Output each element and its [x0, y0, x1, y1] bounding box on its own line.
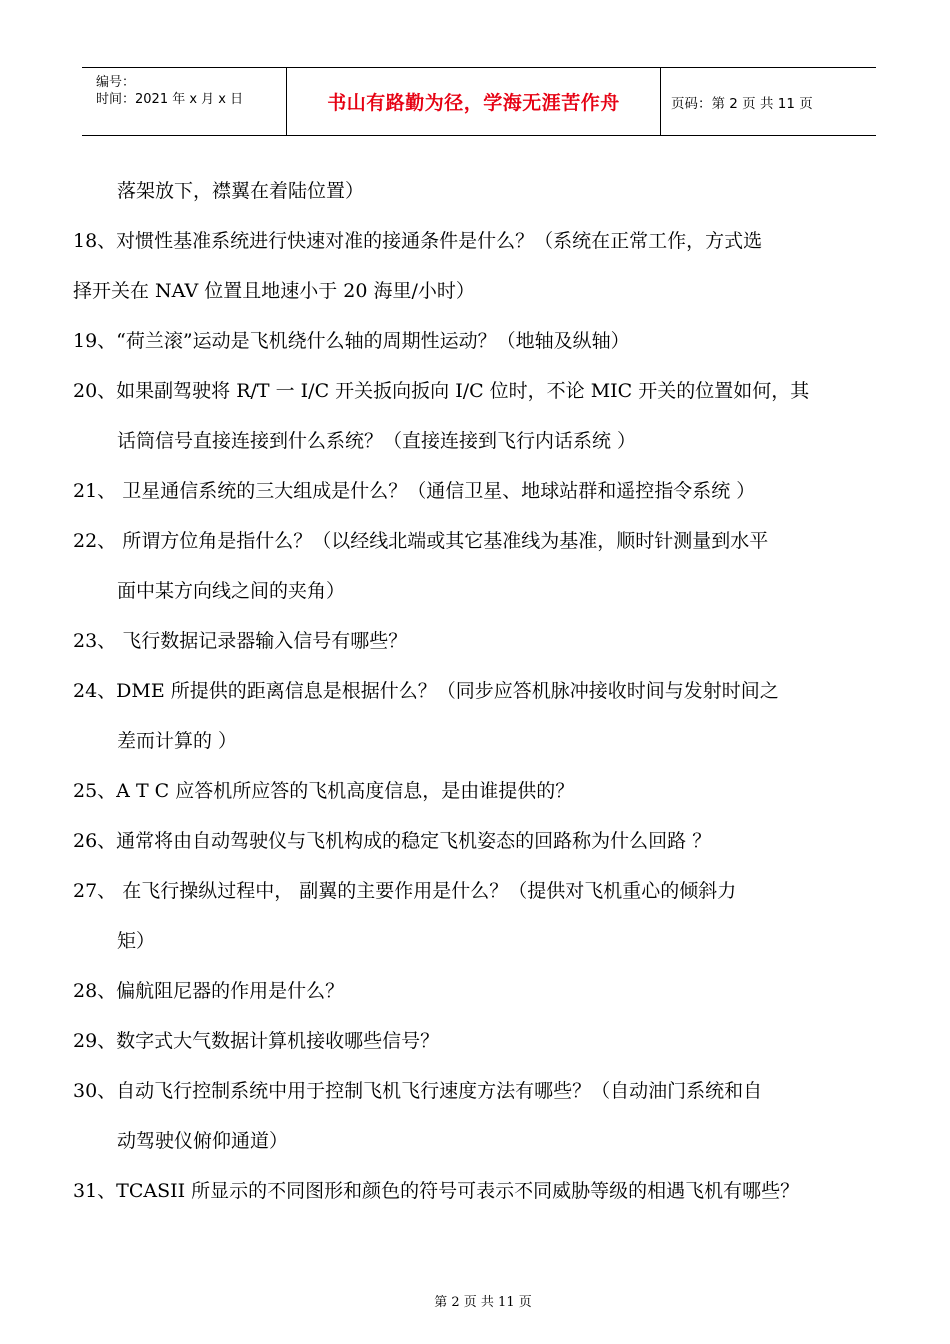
question-31: 31、TCASII 所显示的不同图形和颜色的符号可表示不同威胁等级的相遇飞机有哪些？ [73, 1180, 800, 1202]
question-28: 28、偏航阻尼器的作用是什么？ [73, 980, 345, 1002]
page-header [82, 67, 876, 136]
page-footer: 第 2 页 共 11 页 [434, 1295, 532, 1310]
header-info-cell [82, 68, 287, 135]
question-20: 20、如果副驾驶将 R/T 一 I/C 开关扳向扳向 I/C 位时，不论 MIC 开关的位置如何，其 [73, 380, 810, 402]
question-19: 19、“荷兰滚”运动是飞机绕什么轴的周期性运动？（地轴及纵轴） [73, 330, 630, 352]
question-27-continuation: 矩） [117, 930, 156, 952]
question-25: 25、A T C 应答机所应答的飞机高度信息，是由谁提供的？ [73, 780, 575, 802]
question-29: 29、数字式大气数据计算机接收哪些信号？ [73, 1030, 440, 1052]
question-21: 21、 卫星通信系统的三大组成是什么？（通信卫星、地球站群和遥控指令系统 ） [73, 480, 756, 502]
header-motto: 书山有路勤为径，学海无涯苦作舟 [287, 68, 661, 135]
document-body [73, 166, 908, 1216]
question-22-continuation: 面中某方向线之间的夹角） [117, 580, 346, 602]
header-page-number: 页码：第 2 页 共 11 页 [671, 95, 813, 112]
question-18-continuation: 择开关在 NAV 位置且地速小于 20 海里/小时） [73, 280, 475, 302]
question-18: 18、对惯性基准系统进行快速对准的接通条件是什么？（系统在正常工作，方式选 [73, 230, 763, 252]
question-26: 26、通常将由自动驾驶仪与飞机构成的稳定飞机姿态的回路称为什么回路 ？ [73, 830, 712, 852]
question-30-continuation: 动驾驶仪俯仰通道） [117, 1130, 289, 1152]
question-24-continuation: 差而计算的 ） [117, 730, 238, 752]
question-30: 30、自动飞行控制系统中用于控制飞机飞行速度方法有哪些？（自动油门系统和自 [73, 1080, 763, 1102]
question-20-continuation: 话筒信号直接连接到什么系统？（直接连接到飞行内话系统 ） [117, 430, 637, 452]
question-continuation: 落架放下，襟翼在着陆位置） [117, 180, 365, 202]
document-time-label: 时间：2021 年 x 月 x 日 [96, 92, 244, 107]
question-22: 22、 所谓方位角是指什么？（以经线北端或其它基准线为基准，顺时针测量到水平 [73, 530, 769, 552]
question-24: 24、DME 所提供的距离信息是根据什么？（同步应答机脉冲接收时间与发射时间之 [73, 680, 779, 702]
document-number-label: 编号： [96, 75, 136, 90]
question-27: 27、 在飞行操纵过程中， 副翼的主要作用是什么？（提供对飞机重心的倾斜力 [73, 880, 737, 902]
question-23: 23、 飞行数据记录器输入信号有哪些？ [73, 630, 408, 652]
